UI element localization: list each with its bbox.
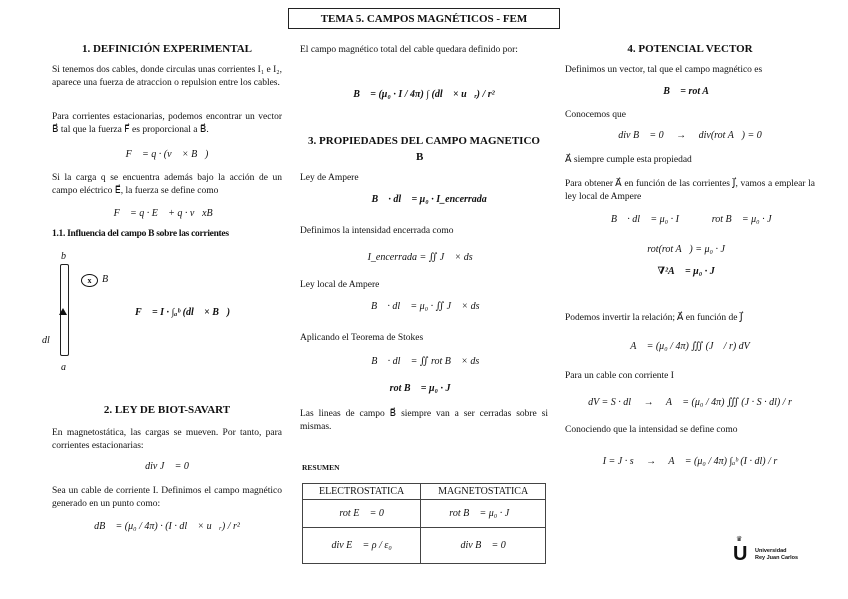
formula: ∮ B⃗ · dl⃗ = μ₀ · I ∴ rot B⃗ = μ₀ · J⃗ bbox=[600, 214, 780, 225]
paragraph: El campo magnético total del cable quedara definido por: bbox=[300, 45, 518, 55]
section-1-heading: 1. DEFINICIÓN EXPERIMENTAL bbox=[81, 43, 252, 55]
table-cell: rot E⃗ = 0 bbox=[303, 500, 421, 528]
summary-label: RESUMEN bbox=[302, 463, 340, 472]
formula: div J⃗ = 0 bbox=[145, 461, 189, 472]
formula: A⃗ = (μ₀ / 4π) ∭ (J⃗ / r) dV bbox=[630, 341, 750, 352]
field-into-page-icon: x bbox=[81, 274, 98, 287]
paragraph: Sea un cable de corriente I. Definimos el campo magnético generado en un punto como: bbox=[52, 486, 282, 509]
paragraph: En magnetostática, las cargas se mueven. Por tanto, para corrientes estacionarias: bbox=[52, 428, 282, 451]
summary-table bbox=[302, 483, 546, 564]
formula: B⃗ = (μ₀ · I / 4π) ∫ (dl⃗ × u⃗ᵣ) / r² bbox=[353, 89, 495, 100]
crown-icon: ♛ bbox=[736, 535, 743, 543]
label-a: a bbox=[61, 362, 66, 373]
subsection-heading: 1.1. Influencia del campo B sobre las corrientes bbox=[52, 229, 229, 239]
logo-line: Rey Juan Carlos bbox=[755, 555, 799, 561]
arrow-up-icon bbox=[59, 308, 67, 315]
formula: dV = S · dl → A⃗ = (μ₀ / 4π) ∭ (J · S · dl) / r bbox=[588, 397, 792, 408]
column-header: ELECTROSTATICA bbox=[303, 484, 421, 500]
formula: ∇²A⃗ = μ₀ · J⃗ bbox=[657, 266, 723, 277]
label-B: B⃗ bbox=[102, 274, 116, 285]
column-header: MAGNETOSTATICA bbox=[421, 484, 546, 500]
formula: F⃗ = q · E⃗ + q · v⃗xB⃗ bbox=[113, 208, 221, 219]
formula: F⃗ = q · (v⃗ × B⃗) bbox=[125, 149, 209, 160]
formula: B⃗ = rot A⃗ bbox=[663, 86, 717, 97]
formula: I = J · s → A⃗ = (μ₀ / 4π) ∫ₐᵇ (I · dl) / r bbox=[602, 456, 778, 467]
paragraph: A⃗ siempre cumple esta propiedad bbox=[565, 155, 692, 165]
logo-u-icon: U bbox=[733, 543, 748, 565]
paragraph: Para un cable con corriente I bbox=[565, 371, 674, 381]
label: Definimos la intensidad encerrada como bbox=[300, 226, 454, 236]
table-row bbox=[303, 528, 546, 564]
university-logo bbox=[733, 535, 823, 569]
page-title: TEMA 5. CAMPOS MAGNÉTICOS - FEM bbox=[288, 8, 560, 29]
table-cell: div E⃗ = ρ / ε₀ bbox=[303, 528, 421, 564]
formula: F⃗ = I · ∫ₐᵇ (dl⃗ × B⃗) bbox=[135, 307, 231, 318]
formula: dB⃗ = (μ₀ / 4π) · (I · dl⃗ × u⃗ᵣ) / r² bbox=[94, 521, 240, 532]
label: Ley local de Ampere bbox=[300, 280, 380, 290]
formula: ∮ B⃗ · dl⃗ = ∬ rot B⃗ × ds⃗ bbox=[360, 356, 488, 367]
section-3-heading: 3. PROPIEDADES DEL CAMPO MAGNETICO B⃗ bbox=[308, 135, 540, 163]
paragraph: Conociendo que la intensidad se define como bbox=[565, 425, 738, 435]
paragraph: Para corrientes estacionarias, podemos encontrar un vector B⃗ tal que la fuerza F⃗ es proporcional a B⃗. bbox=[52, 112, 282, 135]
table-cell: div B⃗ = 0 bbox=[421, 528, 546, 564]
table-header-row bbox=[303, 484, 546, 500]
label-dl: dl⃗ bbox=[42, 335, 58, 346]
label-b: b bbox=[61, 251, 66, 262]
formula: div B⃗ = 0 → div(rot A⃗) = 0 bbox=[618, 130, 762, 141]
section-4-heading: 4. POTENCIAL VECTOR bbox=[627, 43, 753, 55]
formula: ∮ B⃗ · dl⃗ = μ₀ · ∬ J⃗ × ds⃗ bbox=[360, 301, 488, 312]
paragraph: Si la carga q se encuentra además bajo la acción de un campo eléctrico E⃗, la fuerza se define como bbox=[52, 173, 282, 196]
formula: rot(rot A⃗) = μ₀ · J⃗ bbox=[647, 244, 733, 255]
paragraph: Las lineas de campo B⃗ siempre van a ser cerradas sobre si mismas. bbox=[300, 409, 548, 432]
paragraph: Podemos invertir la relación; A⃗ en función de J⃗ bbox=[565, 313, 743, 323]
paragraph: Para obtener A⃗ en función de las corrientes J⃗, vamos a emplear la ley local de Ampere bbox=[565, 179, 815, 202]
logo-line: Universidad bbox=[755, 548, 787, 554]
paragraph: Si tenemos dos cables, donde circulas unas corrientes I₁ e I₂, aparece una fuerza de atraccion o repulsion entre los cables. bbox=[52, 65, 282, 88]
paragraph: Conocemos que bbox=[565, 110, 626, 120]
formula: rot B⃗ = μ₀ · J⃗ bbox=[389, 383, 459, 394]
paragraph: Definimos un vector, tal que el campo magnético es bbox=[565, 65, 763, 75]
label: Aplicando el Teorema de Stokes bbox=[300, 333, 424, 343]
formula: I_encerrada = ∬ J⃗ × ds⃗ bbox=[367, 252, 481, 263]
section-2-heading: 2. LEY DE BIOT-SAVART bbox=[103, 404, 231, 416]
table-cell: rot B⃗ = μ₀ · J⃗ bbox=[421, 500, 546, 528]
table-row bbox=[303, 500, 546, 528]
label: Ley de Ampere bbox=[300, 173, 359, 183]
formula: ∮ B⃗ · dl⃗ = μ₀ · I_encerrada bbox=[361, 194, 487, 205]
